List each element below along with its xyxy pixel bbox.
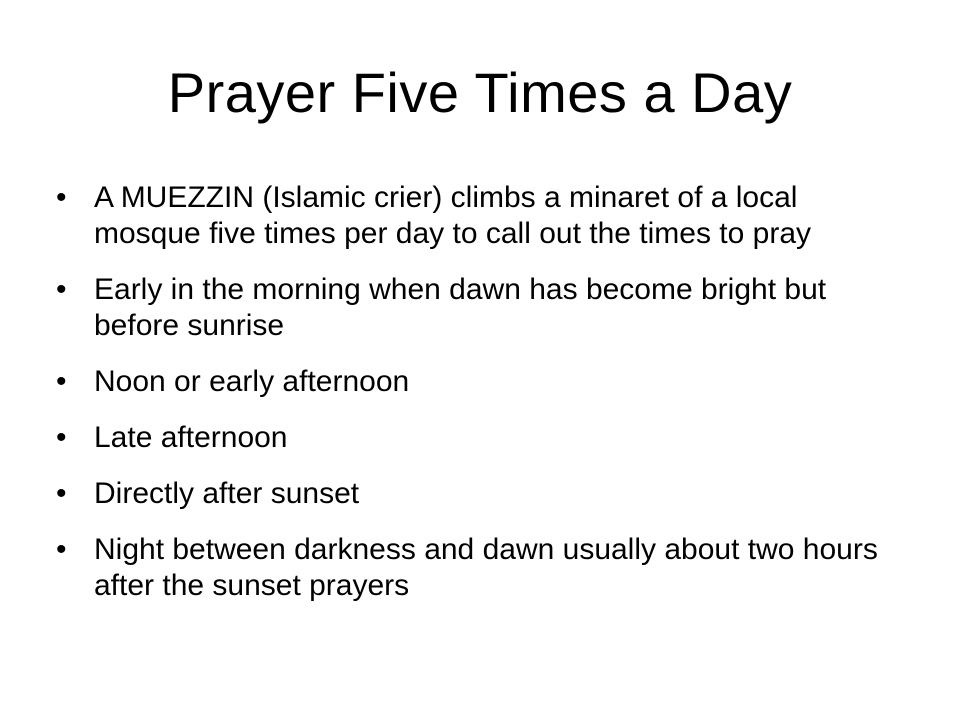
bullet-list xyxy=(56,180,906,624)
bullet-text: Early in the morning when dawn has become bright but before sunrise xyxy=(94,273,827,342)
bullet-text: Night between darkness and dawn usually about two hours after the sunset prayers xyxy=(94,533,878,602)
bullet-item xyxy=(56,532,906,604)
bullet-item xyxy=(56,476,906,512)
bullet-text: Late afternoon xyxy=(94,421,288,454)
bullet-dot-icon: • xyxy=(56,181,67,214)
bullet-dot-icon: • xyxy=(56,533,67,566)
bullet-item xyxy=(56,420,906,456)
bullet-item xyxy=(56,364,906,400)
bullet-item xyxy=(56,180,906,252)
bullet-text: Directly after sunset xyxy=(94,477,360,510)
bullet-dot-icon: • xyxy=(56,421,67,454)
bullet-dot-icon: • xyxy=(56,365,67,398)
slide-title: Prayer Five Times a Day xyxy=(167,61,793,124)
bullet-dot-icon: • xyxy=(56,273,67,306)
bullet-text: A MUEZZIN (Islamic crier) climbs a minaret of a local mosque five times per day to call out the times to pray xyxy=(94,181,811,250)
bullet-dot-icon: • xyxy=(56,477,67,510)
bullet-text: Noon or early afternoon xyxy=(94,365,410,398)
bullet-item xyxy=(56,272,906,344)
